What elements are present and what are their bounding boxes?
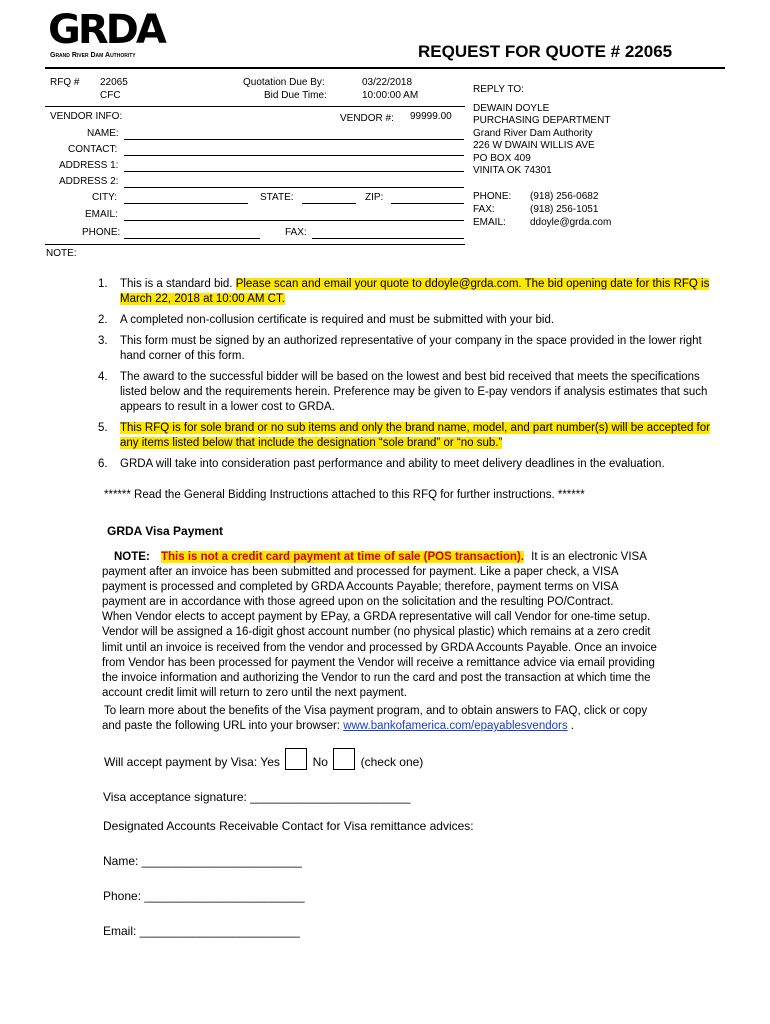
item-highlight: This RFQ is for sole brand or no sub items and only the brand name, model, and part number(s) will be accepted for any items listed below that include the designation “sole brand” or “no sub.”	[120, 422, 710, 449]
visa-note-line: When Vendor elects to accept payment by EPay, a GRDA representative will call Vendor for one-time setup.	[102, 611, 651, 624]
accept-visa-label: Will accept payment by Visa: Yes	[104, 755, 280, 769]
visa-note-line: limit until an invoice is received from the vendor and processed by GRDA Accounts Payable. Once an invoice	[102, 641, 657, 654]
page-title: REQUEST FOR QUOTE # 22065	[418, 42, 673, 61]
reply-to-line: Grand River Dam Authority	[473, 127, 593, 139]
contact-field[interactable]	[124, 155, 464, 156]
vendor-number-value: 99999.00	[410, 111, 452, 122]
learn-more-text: and paste the following URL into your browser:	[102, 720, 341, 732]
designated-contact-label: Designated Accounts Receivable Contact for Visa remittance advices:	[103, 819, 474, 833]
no-label: No	[312, 755, 328, 769]
accept-visa-row	[104, 748, 423, 770]
item-text: The award to the successful bidder will be based on the lowest and best bid received that meets the specifications listed below and the requirements herein. Preference may be given to E-pay vendors if analysis estimates that such appears to result in a lower cost to GRDA.	[120, 371, 708, 413]
item-text: This is a standard bid.	[120, 278, 236, 290]
address1-label: ADDRESS 1:	[59, 160, 119, 171]
address1-field[interactable]	[124, 171, 464, 172]
no-checkbox[interactable]	[333, 748, 355, 770]
quotation-due-value: 03/22/2018	[362, 77, 413, 88]
vendor-number-label: VENDOR #:	[340, 113, 394, 124]
item-text: This form must be signed by an authorized representative of your company in the space provided in the lower right hand corner of this form.	[120, 335, 702, 362]
visa-note-line: payment is processed and completed by GRDA Accounts Payable; therefore, payment terms on VISA	[102, 581, 619, 594]
city-label: CITY:	[92, 192, 118, 203]
item-number: 6.	[98, 458, 108, 470]
phone-label: PHONE:	[82, 227, 121, 238]
visa-note-label: NOTE:	[114, 551, 150, 563]
name-label: NAME:	[87, 128, 119, 139]
list-item	[98, 334, 723, 364]
visa-note-line: account credit limit will return to zero until the next payment.	[102, 686, 407, 699]
visa-signature-field[interactable]: Visa acceptance signature: ________________________	[103, 790, 411, 804]
visa-note-line: payment after an invoice has been submitted and processed for payment. Like a paper check, a VISA	[102, 566, 619, 579]
note-label: NOTE:	[46, 248, 77, 259]
epayables-link[interactable]: www.bankofamerica.com/epayablesvendors	[343, 720, 568, 732]
learn-more-line-1: To learn more about the benefits of the Visa payment program, and to obtain answers to FAQ, click or copy	[104, 705, 648, 717]
rfq-number: 22065	[100, 77, 128, 88]
reply-phone-value: (918) 256-0682	[530, 191, 599, 202]
header-rule	[45, 67, 725, 69]
item-highlight: Please scan and email your quote to ddoyle@grda.com. The bid opening date for this RFQ is March 22, 2018 at 10:00 AM CT.	[120, 278, 710, 305]
check-one-label: (check one)	[360, 755, 424, 769]
address2-field[interactable]	[124, 187, 464, 188]
item-number: 1.	[98, 278, 108, 290]
item-number: 2.	[98, 314, 108, 326]
state-field[interactable]	[302, 203, 356, 204]
name-field[interactable]	[124, 139, 464, 140]
visa-heading: GRDA Visa Payment	[107, 524, 224, 538]
quotation-due-label: Quotation Due By:	[243, 77, 325, 88]
logo	[48, 7, 164, 62]
item-number: 5.	[98, 422, 108, 434]
reply-fax-value: (918) 256-1051	[530, 204, 599, 215]
list-item	[98, 277, 723, 307]
fax-field[interactable]	[312, 238, 464, 239]
phone-field[interactable]	[124, 238, 260, 239]
logo-text: GRDA	[48, 7, 164, 53]
learn-more-period: .	[570, 720, 574, 732]
reply-to-line: PO BOX 409	[473, 152, 531, 164]
item-number: 3.	[98, 335, 108, 347]
list-item	[98, 421, 723, 451]
zip-field[interactable]	[391, 203, 464, 204]
visa-note-line: payment are in accordance with those agreed upon on the solicitation and the resulting PO/Contract.	[102, 596, 614, 609]
yes-checkbox[interactable]	[285, 748, 307, 770]
general-instructions: ****** Read the General Bidding Instructions attached to this RFQ for further instructions. ******	[104, 489, 585, 501]
visa-note-line: from Vendor has been processed for payment the Vendor will receive a remittance advice via email providing	[102, 656, 655, 669]
visa-note-first-line	[102, 550, 732, 565]
reply-phone-label: PHONE:	[473, 191, 512, 202]
contact-phone-field[interactable]: Phone: ________________________	[103, 889, 305, 903]
contact-label: CONTACT:	[68, 144, 118, 155]
list-item	[98, 457, 723, 472]
reply-to-address	[473, 103, 610, 177]
reply-to-line: PURCHASING DEPARTMENT	[473, 115, 611, 127]
item-text: A completed non-collusion certificate is required and must be submitted with your bid.	[120, 314, 555, 326]
rfq-code: CFC	[100, 90, 121, 101]
bid-due-label: Bid Due Time:	[264, 90, 327, 101]
zip-label: ZIP:	[365, 192, 384, 203]
instructions-list	[98, 277, 723, 478]
state-label: STATE:	[260, 192, 294, 203]
visa-note-line: Vendor will be assigned a 16-digit ghost account number (no physical plastic) which remains at a zero credit	[102, 626, 651, 639]
logo-subtitle: Grand River Dam Authority	[50, 52, 136, 59]
list-item	[98, 313, 723, 328]
visa-note-line: the invoice information and authorizing the Vendor to run the card and post the transaction at which time the	[102, 671, 651, 684]
vendor-info-label: VENDOR INFO:	[50, 111, 123, 122]
contact-name-field[interactable]: Name: ________________________	[103, 854, 302, 868]
visa-note-highlight: This is not a credit card payment at time of sale (POS transaction).	[160, 551, 524, 563]
reply-to-label: REPLY TO:	[473, 84, 524, 95]
reply-to-line: DEWAIN DOYLE	[473, 103, 550, 114]
visa-note	[102, 550, 732, 701]
fax-label: FAX:	[285, 227, 307, 238]
contact-email-field[interactable]: Email: ________________________	[103, 924, 300, 938]
list-item	[98, 370, 723, 415]
address2-label: ADDRESS 2:	[59, 176, 119, 187]
email-field[interactable]	[124, 220, 464, 221]
rfq-label: RFQ #	[50, 77, 80, 88]
reply-fax-label: FAX:	[473, 204, 495, 215]
email-label: EMAIL:	[85, 209, 118, 220]
reply-to-line: 226 W DWAIN WILLIS AVE	[473, 140, 595, 152]
visa-note-body: It is an electronic VISA	[531, 551, 647, 563]
bid-due-value: 10:00:00 AM	[362, 90, 419, 101]
learn-more-line-2	[102, 720, 574, 732]
item-number: 4.	[98, 371, 108, 383]
reply-email-label: EMAIL:	[473, 217, 506, 228]
item-text: GRDA will take into consideration past performance and ability to meet delivery deadlines in the evaluation.	[120, 458, 665, 470]
city-field[interactable]	[124, 203, 248, 204]
reply-to-line: VINITA OK 74301	[473, 165, 552, 177]
reply-email-value: ddoyle@grda.com	[530, 217, 612, 228]
